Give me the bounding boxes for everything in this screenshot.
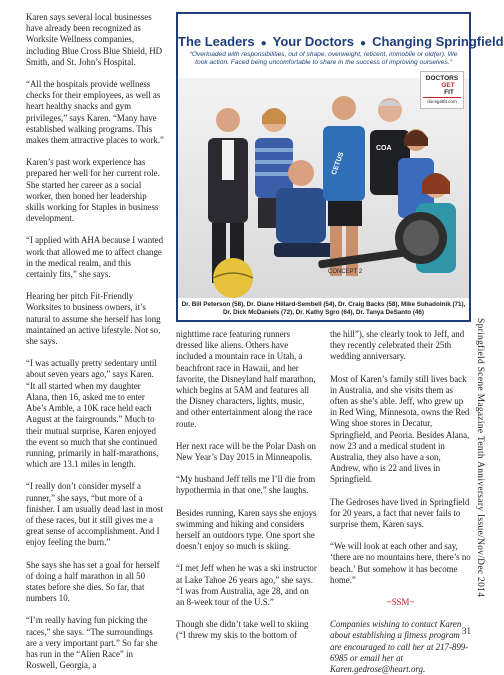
logo-line: FIT [444, 89, 454, 96]
paragraph: “I met Jeff when he was a ski instructor at Lake Tahoe 26 years ago,” she says. “I was from Australia, age 28, and on an 8-week tour of the U.S.” [176, 563, 317, 608]
article-column-1 [26, 12, 164, 671]
paragraph: Her next race will be the Polar Dash on New Year’s Day 2015 in Minneapolis. [176, 440, 316, 463]
ad-header [178, 14, 504, 78]
magazine-sidebar [475, 318, 492, 618]
paragraph: “I applied with AHA because I wanted work that allowed me to affect change in the medical realm, and this certainly fits,” she says. [26, 235, 164, 280]
ad-subhead: “Overloaded with responsibilities, out of shape, overweight, reticent, immobile or old(er). We took action. Faced being uncomfortable to share in the success of improving ourselves.” [189, 51, 458, 67]
logo-url: docsgetfit.com [423, 97, 461, 106]
paragraph: “I was actually pretty sedentary until about seven years ago,” says Karen. “It all started when my daughter Alana, then 16, asked me to enter Abe’s Amble, a 10K race held each August at the fairgrounds.” Much to their mutual surprise, Karen enjoyed the event so much that she continued running, primarily in half-marathons, which are 13.1 miles in length. [26, 358, 159, 470]
caption-line: Dr. Dick McDaniels (72), Dr. Kathy Sgro (64), Dr. Tanya DeSanto (46) [222, 309, 425, 317]
paragraph: Karen’s past work experience has prepared her well for her current role. She started her career as a social worker, then honed her leadership skills working for Staples in business development. [26, 157, 160, 224]
ad-headline [178, 34, 504, 49]
article-column-2 [176, 329, 317, 642]
paragraph: “We will look at each other and say, ‘there are no mountains here, there’s no beach.’ But somehow it has become home.” [330, 541, 471, 585]
paragraph: Most of Karen’s family still lives back in Australia, and she visits them as often as she’s able. Jeff, who grew up in Red Wing, Minnesota, owns the Red Wing shoe stores in Decatur, Springfield, and Peoria. Besides Alana, now 23 and a medical student in Australia, they also have a son, Andrew, who is 22 and lives in Springfield. [330, 373, 470, 485]
doctors-get-fit-ad [176, 12, 504, 322]
paragraph: nighttime race featuring runners dressed like aliens. Others have included a mountain race in Utah, a beachfront race in Hawaii, and her favorite, the Disneyland half marathon, which begins at 5AM and features all the Disney characters, lights, music, and other entertainment along the race route. [176, 329, 316, 429]
paragraph: “I really don’t consider myself a runner,” she says, “but more of a finisher. I am usually dead last in most of these races, but it still gives me a great sense of accomplishment. And I enjoy feeling the burn.” [26, 481, 164, 548]
end-mark: ~SSM~ [386, 597, 415, 608]
headline-doctors: Your Doctors [272, 34, 355, 49]
paragraph: “I’m really having fun picking the races,” she says. “The surroundings are a very important part.” So far she has run in the “Alien Race” in Roswell, Georgia, a [26, 615, 158, 671]
caption-line: Dr. Bill Peterson (58), Dr. Diane Hillard-Sembell (54), Dr. Craig Backs (58), Mike Suhadolnik (71), [181, 301, 466, 308]
logo-line: GET [441, 82, 455, 89]
group-photo [178, 78, 469, 298]
photo-caption [178, 298, 469, 320]
headline-leaders: The Leaders [178, 34, 255, 49]
shirt-text: CETUS [330, 151, 346, 176]
rower-brand: CONCEPT 2 [328, 269, 363, 275]
paragraph: Though she didn’t take well to skiing (“I threw my skis to the bottom of [176, 619, 309, 641]
bullet-icon: ● [360, 38, 367, 49]
paragraph: Karen says several local businesses have already been recognized as Worksite Wellness companies, including Blue Cross Blue Shield, HD Smith, and St. John’s Hospital. [26, 12, 163, 67]
article-column-3 [330, 329, 471, 675]
paragraph: She says she has set a goal for herself of doing a half marathon in all 50 states before she dies. So far, that numbers 10. [26, 559, 160, 604]
paragraph: “My husband Jeff tells me I’ll die from hypothermia in that one,” she laughs. [176, 474, 316, 496]
sidebar-title: Springfield Scene Magazine Tenth Anniversary Issue/Nov/Dec 2014 [475, 318, 485, 598]
shirt-text: COA [376, 145, 392, 152]
doctors-get-fit-logo [420, 71, 464, 109]
paragraph: the hill”), she clearly took to Jeff, and they recently celebrated their 25th wedding anniversary. [330, 329, 465, 362]
group-photo-illustration [178, 78, 469, 298]
paragraph: Besides running, Karen says she enjoys swimming and hiking and considers herself an outdoors type. One sport she doesn’t enjoy so much is skiing. [176, 507, 317, 552]
paragraph: “All the hospitals provide wellness checks for their employees, as well as heart healthy snacks and gym privileges,” says Karen. “Many have established walking programs. This makes them attractive places to work.” [26, 79, 165, 146]
paragraph: Hearing her pitch Fit-Friendly Worksites to business owners, it’s natural to assume she herself has long maintained an active lifestyle. Not so, she says. [26, 291, 161, 347]
bullet-icon: ● [260, 38, 267, 49]
contact-info: Companies wishing to contact Karen about establishing a fitness program are encouraged to call her at 217-899-6985 or email her at Karen.gedrose@heart.org. [330, 619, 469, 675]
logo-line: DOCTORS [425, 75, 459, 82]
headline-changing: Changing Springfield [372, 34, 504, 49]
paragraph: The Gedroses have lived in Springfield for 20 years, a fact that never fails to surprise them, Karen says. [330, 496, 470, 530]
page-number: 31 [462, 626, 471, 636]
